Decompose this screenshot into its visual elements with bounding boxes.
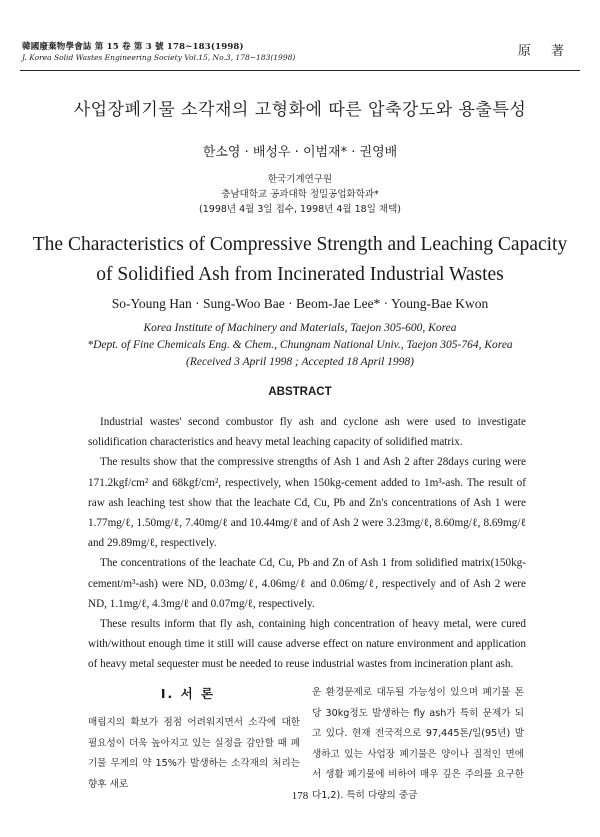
body-column-left [88, 713, 300, 795]
abstract-paragraph-1: Industrial wastes' second combustor fly ash and cyclone ash were used to investigate solidification characteristics and heavy metal leaching capacity of solidified matrix. [88, 416, 526, 449]
section-heading-introduction: I. 서 론 [160, 686, 216, 701]
title-english-line-2: of Solidified Ash from Incinerated Industrial Wastes [96, 264, 504, 285]
received-date-korean: (1998년 4월 3일 접수, 1998년 4월 18일 채택) [199, 204, 401, 215]
abstract-paragraph-2: The results show that the compressive strengths of Ash 1 and Ash 2 after 28days curing were 171.2kgf/cm² and 68kgf/cm², respectively, when 150kg-cement added to 1m³-ash. The result of raw ash leaching test show that the leachate Cd, Cu, Pb and Zn's concentrations of Ash 1 were 1.77mg/ℓ, 1.50mg/ℓ, 7.40mg/ℓ and 10.44mg/ℓ and of Ash 2 were 3.23mg/ℓ, 8.60mg/ℓ, 8.69mg/ℓ and 29.89mg/ℓ, respectively. [88, 456, 526, 550]
page-number: 178 [291, 790, 309, 802]
authors-english: So-Young Han · Sung-Woo Bae · Beom-Jae Lee* · Young-Bae Kwon [111, 296, 489, 311]
affiliation-english-1: Korea Institute of Machinery and Materials, Taejon 305-600, Korea [143, 322, 457, 334]
abstract-paragraph-3: The concentrations of the leachate Cd, Cu, Pb and Zn of Ash 1 from solidified matrix(150kg-cement/m³-ash) were ND, 0.03mg/ℓ, 4.06mg/ℓ and 0.06mg/ℓ, respectively and of Ash 2 were ND, 1.1mg/ℓ, 4.3mg/ℓ and 0.07mg/ℓ, respectively. [88, 557, 526, 610]
affiliation-korean-1: 한국기계연구원 [267, 174, 333, 185]
title-korean: 사업장폐기물 소각재의 고형화에 따른 압축강도와 용출특성 [73, 100, 527, 120]
intro-text-left: 매립지의 확보가 점점 어려워지면서 소각에 대한 필요성이 더욱 높아지고 있는 실정을 감안할 때 폐기물 무게의 약 15%가 발생하는 소각재의 처리는 향후 새로 [88, 717, 300, 790]
authors-korean: 한소영 · 배성우 · 이범재* · 권영배 [202, 145, 398, 160]
journal-english-citation: J. Korea Solid Wastes Engineering Society Vol.15, No.3, 178~183(1998) [22, 53, 296, 62]
received-date-english: (Received 3 April 1998 ; Accepted 18 April 1998) [185, 356, 415, 368]
affiliation-korean-2: 충남대학교 공과대학 정밀공업화학과* [221, 189, 379, 200]
journal-korean-citation: 韓國廢棄物學會誌 第 15 卷 第 3 號 178~183(1998) [22, 42, 244, 52]
article-type-badge: 原 著 [517, 44, 572, 59]
abstract-heading: ABSTRACT [268, 386, 332, 398]
title-english [0, 230, 600, 290]
body-column-right [312, 683, 524, 806]
abstract-body [88, 412, 526, 675]
title-english-line-1: The Characteristics of Compressive Strength and Leaching Capacity [32, 234, 568, 255]
affiliation-english-2: *Dept. of Fine Chemicals Eng. & Chem., Chungnam National Univ., Taejon 305-764, Korea [87, 339, 513, 351]
intro-text-right: 운 환경문제로 대두될 가능성이 있으며 폐기물 톤당 30kg정도 발생하는 fly ash가 특히 문제가 되고 있다. 현재 전국적으로 97,445톤/일(95년) 발생하고 있는 사업장 폐기물은 양이나 질적인 면에서 생활 폐기물에 비하여 매우 깊은 주의를 요구한다1,2). 특히 다량의 중금 [312, 687, 524, 801]
header-rule [20, 70, 580, 71]
abstract-paragraph-4: These results inform that fly ash, containing high concentration of heavy metal, were cured with/without enough time it still will cause adverse effect on nature environment and application of heavy metal sequester must be needed to reuse industrial wastes from incineration plant ash. [88, 618, 526, 671]
